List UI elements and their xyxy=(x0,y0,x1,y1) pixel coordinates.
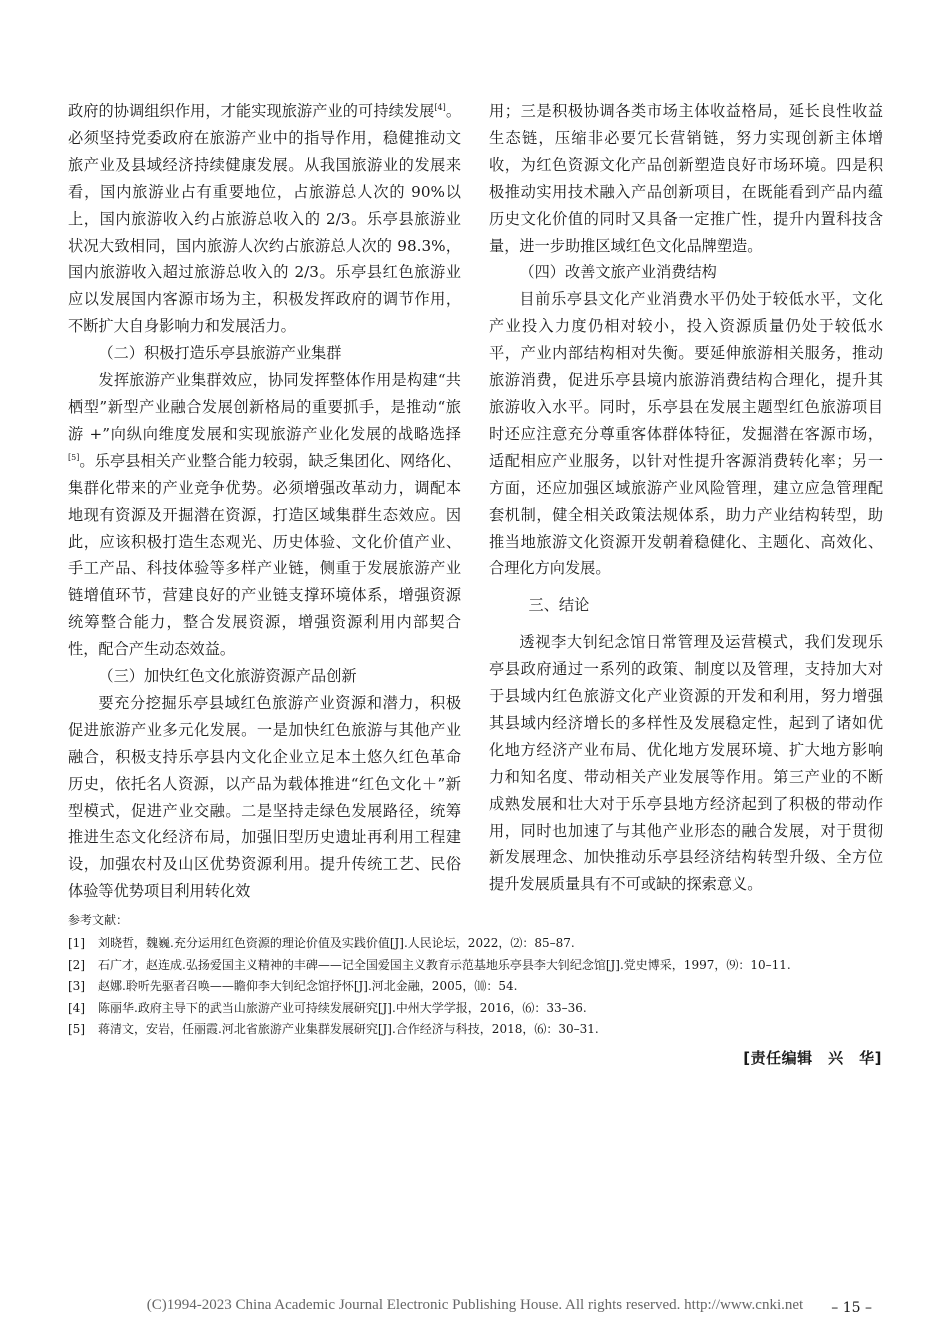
page-number: – 15 – xyxy=(831,1300,872,1316)
reference-item xyxy=(68,933,883,954)
references xyxy=(68,910,883,1040)
reference-number: [4] xyxy=(68,1000,85,1015)
paragraph xyxy=(68,98,461,340)
conclusion-heading: 三、结论 xyxy=(528,596,590,615)
left-column xyxy=(68,98,461,905)
paragraph: 要充分挖掘乐亭县域红色旅游产业资源和潜力，积极促进旅游产业多元化发展。一是加快红色旅游与其他产业融合，积极支持乐亭县内文化企业立足本土悠久红色革命历史，依托名人资源，以产品为载体推进“红色文化＋”新型模式，促进产业交融。二是坚持走绿色发展路径，统筹推进生态文化经济布局，加强旧型历史遗址再利用工程建设，加强农村及山区优势资源利用。提升传统工艺、民俗体验等优势项目利用转化效 xyxy=(68,693,461,901)
paragraph-text: 政府的协调组织作用，才能实现旅游产业的可持续发展 xyxy=(68,102,435,120)
reference-item xyxy=(68,1019,883,1040)
paragraph-text: 。必须坚持党委政府在旅游产业中的指导作用，稳健推动文旅产业及县域经济持续健康发展。从我国旅游业的发展来看，国内旅游业占有重要地位，占旅游总人次的 90%以上，国内旅游收入约占旅游总收入的 2/3。乐亭县旅游业状况大致相同，国内旅游人次约占旅游总人次的 98.3%，国内旅游收入超过旅游总收入的 2/3。乐亭县红色旅游业应以发展国内客源市场为主，积极发挥政府的调节作用，不断扩大自身影响力和发展活力。 xyxy=(68,102,462,336)
reference-number: [5] xyxy=(68,1022,85,1037)
copyright-footer: (C)1994-2023 China Academic Journal Electronic Publishing House. All rights reserved. http://www.cnki.net xyxy=(146,1297,804,1313)
citation-mark: [5] xyxy=(68,452,80,462)
reference-text: 陈丽华.政府主导下的武当山旅游产业可持续发展研究[J].中州大学学报，2016，⑹：33–36. xyxy=(98,1000,587,1015)
paragraph-text: 。乐亭县相关产业整合能力较弱，缺乏集团化、网络化、集群化带来的产业竞争优势。必须增强改革动力，调配本地现有资源及开掘潜在资源，打造区域集群生态效应。因此，应该积极打造生态观光、历史体验、文化价值产业、手工产品、科技体验等多样产业链，侧重于发展旅游产业链增值环节，营建良好的产业链支撑环境体系，增强资源统筹整合能力，整合发展资源，增强资源利用内部契合性，配合产生动态效益。 xyxy=(68,451,461,659)
reference-number: [2] xyxy=(68,957,85,972)
reference-text: 赵娜.聆听先驱者召唤——瞻仰李大钊纪念馆抒怀[J].河北金融，2005，⑽：54. xyxy=(98,979,518,994)
paragraph: 用；三是积极协调各类市场主体收益格局，延长良性收益生态链，压缩非必要冗长营销链，努力实现创新主体增收，为红色资源文化产品创新塑造良好市场环境。四是积极推动实用技术融入产品创新项目，在既能看到产品内蕴历史文化价值的同时又具备一定推广性，提升内置科技含量，进一步助推区域红色文化品牌塑造。 xyxy=(489,102,883,255)
paragraph: 目前乐亭县文化产业消费水平仍处于较低水平，文化产业投入力度仍相对较小，投入资源质量仍处于较低水平，产业内部结构相对失衡。要延伸旅游相关服务，推动旅游消费，促进乐亭县境内旅游消费结构合理化，提升其旅游收入水平。同时，乐亭县在发展主题型红色旅游项目时还应注意充分尊重客体群体特征，发掘潜在客源市场，适配相应产业服务，以针对性提升客源消费转化率；另一方面，还应加强区域旅游产业风险管理，建立应急管理配套机制，健全相关政策法规体系，助力产业结构转型，助推当地旅游文化资源开发朝着稳健化、主题化、高效化、合理化方向发展。 xyxy=(489,290,883,578)
reference-item xyxy=(68,976,883,997)
reference-text: 蒋清文，安岩，任丽霞.河北省旅游产业集群发展研究[J].合作经济与科技，2018，⑹：30–31. xyxy=(98,1022,599,1037)
reference-number: [3] xyxy=(68,979,85,994)
references-heading: 参考文献： xyxy=(68,913,129,927)
paragraph xyxy=(68,367,461,663)
section-heading-3: （三）加快红色文化旅游资源产品创新 xyxy=(98,667,357,686)
reference-item xyxy=(68,998,883,1019)
section-heading-2: （二）积极打造乐亭县旅游产业集群 xyxy=(98,344,342,363)
reference-item xyxy=(68,955,883,976)
reference-number: [1] xyxy=(68,936,85,951)
paragraph: 透视李大钊纪念馆日常管理及运营模式，我们发现乐亭县政府通过一系列的政策、制度以及管理，支持加大对于县域内红色旅游文化产业资源的开发和利用，努力增强其县域内经济增长的多样性及发展稳定性，起到了诸如优化地方经济产业布局、优化地方发展环境、扩大地方影响力和知名度、带动相关产业发展等作用。第三产业的不断成熟发展和壮大对于乐亭县地方经济起到了积极的带动作用，同时也加速了与其他产业形态的融合发展，对于贯彻新发展理念、加快推动乐亭县经济结构转型升级、全方位提升发展质量具有不可或缺的探索意义。 xyxy=(489,633,883,894)
reference-text: 刘晓哲，魏巍.充分运用红色资源的理论价值及实践价值[J].人民论坛，2022，⑵：85–87. xyxy=(98,936,575,951)
section-heading-4: （四）改善文旅产业消费结构 xyxy=(519,263,717,282)
reference-text: 石广才，赵连成.弘扬爱国主义精神的丰碑——记全国爱国主义教育示范基地乐亭县李大钊纪念馆[J].党史博采，1997，⑼：10–11. xyxy=(98,957,791,972)
paragraph-text: 发挥旅游产业集群效应，协同发挥整体作用是构建“共栖型”新型产业融合发展创新格局的重要抓手，是推动“旅游 +”向纵向维度发展和实现旅游产业化发展的战略选择 xyxy=(68,371,461,443)
citation-mark: [4] xyxy=(434,103,446,112)
responsible-editor: [责任编辑 兴 华] xyxy=(743,1049,882,1067)
right-column xyxy=(489,98,883,898)
